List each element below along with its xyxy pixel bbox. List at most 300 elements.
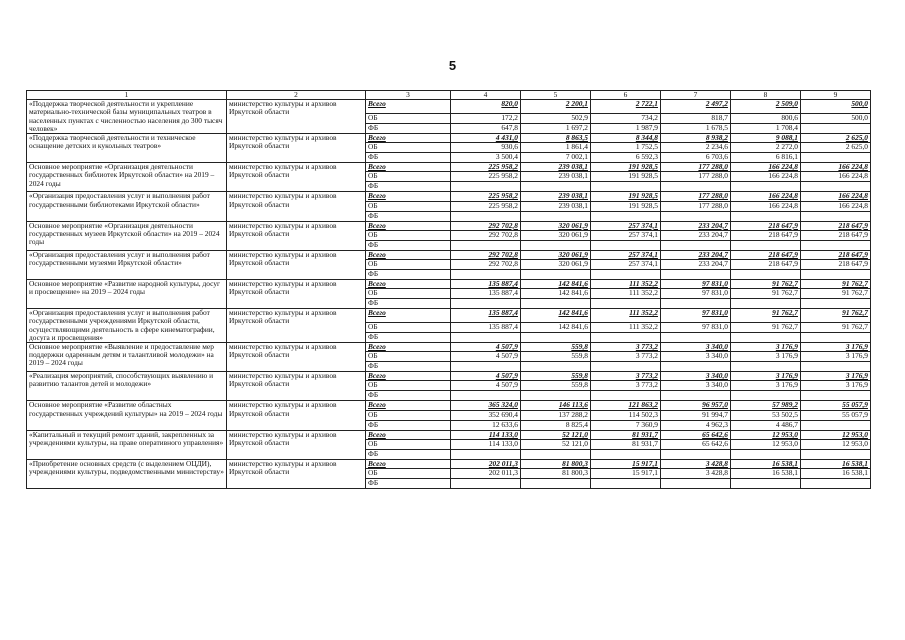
amount-cell: 218 647,9 bbox=[731, 260, 801, 270]
amount-cell: 225 958,2 bbox=[451, 192, 521, 201]
amount-cell: 114 133,0 bbox=[451, 439, 521, 449]
measure-name: «Организация предоставления услуг и выполнения работ государственными учреждениями Иркутской области, осуществляющими деятельность в сфере кинематографии, досуга и просвещения» bbox=[27, 309, 227, 343]
amount-cell: 146 113,6 bbox=[521, 401, 591, 410]
amount-cell: 2 497,2 bbox=[661, 100, 731, 114]
amount-cell: 239 038,1 bbox=[521, 201, 591, 211]
amount-cell: 365 324,0 bbox=[451, 401, 521, 410]
amount-cell: 142 841,6 bbox=[521, 309, 591, 323]
amount-cell: 8 344,8 bbox=[591, 134, 661, 143]
amount-cell: 8 938,2 bbox=[661, 134, 731, 143]
amount-cell: 3 340,0 bbox=[661, 343, 731, 352]
amount-cell: 2 272,0 bbox=[731, 143, 801, 153]
page-number: 5 bbox=[448, 58, 457, 73]
funding-source: ОБ bbox=[366, 439, 451, 449]
amount-cell bbox=[521, 479, 591, 489]
amount-cell: 142 841,6 bbox=[521, 323, 591, 333]
amount-cell: 135 887,4 bbox=[451, 280, 521, 289]
table-row bbox=[27, 192, 871, 201]
amount-cell: 1 708,4 bbox=[731, 124, 801, 134]
amount-cell: 55 057,9 bbox=[801, 410, 871, 420]
table-row bbox=[27, 343, 871, 352]
amount-cell bbox=[801, 211, 871, 221]
amount-cell: 3 176,9 bbox=[801, 352, 871, 362]
amount-cell: 233 204,7 bbox=[661, 230, 731, 240]
amount-cell: 502,9 bbox=[521, 114, 591, 124]
amount-cell: 55 057,9 bbox=[801, 401, 871, 410]
amount-cell: 7 360,9 bbox=[591, 420, 661, 430]
funding-source: ФБ bbox=[366, 270, 451, 280]
amount-cell: 91 762,7 bbox=[801, 280, 871, 289]
amount-cell: 8 863,5 bbox=[521, 134, 591, 143]
funding-source: Всего bbox=[366, 372, 451, 381]
measure-name: «Поддержка творческой деятельности и укрепление материально-технической базы муниципальных театров в населенных пунктах с численностью населения до 300 тысяч человек» bbox=[27, 100, 227, 134]
amount-cell: 97 831,0 bbox=[661, 309, 731, 323]
amount-cell: 135 887,4 bbox=[451, 309, 521, 323]
amount-cell bbox=[801, 420, 871, 430]
amount-cell: 97 831,0 bbox=[661, 323, 731, 333]
amount-cell: 292 702,8 bbox=[451, 230, 521, 240]
amount-cell bbox=[521, 362, 591, 372]
amount-cell: 320 061,9 bbox=[521, 260, 591, 270]
responsible-executor: министерство культуры и архивов Иркутской области bbox=[227, 192, 366, 221]
budget-table bbox=[26, 90, 871, 489]
amount-cell: 218 647,9 bbox=[731, 250, 801, 259]
amount-cell: 111 352,2 bbox=[591, 323, 661, 333]
amount-cell: 81 931,7 bbox=[591, 430, 661, 439]
responsible-executor: министерство культуры и архивов Иркутской области bbox=[227, 134, 366, 163]
amount-cell: 233 204,7 bbox=[661, 221, 731, 230]
funding-source: ОБ bbox=[366, 230, 451, 240]
amount-cell: 218 647,9 bbox=[801, 221, 871, 230]
amount-cell: 1 678,5 bbox=[661, 124, 731, 134]
amount-cell: 218 647,9 bbox=[801, 250, 871, 259]
amount-cell: 1 752,5 bbox=[591, 143, 661, 153]
amount-cell bbox=[731, 362, 801, 372]
amount-cell: 2 722,1 bbox=[591, 100, 661, 114]
amount-cell: 97 831,0 bbox=[661, 289, 731, 299]
amount-cell bbox=[801, 391, 871, 401]
amount-cell: 3 176,9 bbox=[801, 381, 871, 391]
amount-cell bbox=[661, 479, 731, 489]
measure-name: «Приобретение основных средств (с выделением ОЦДИ), учреждениями культуры, подведомственными министерству» bbox=[27, 459, 227, 488]
funding-source: ФБ bbox=[366, 124, 451, 134]
amount-cell: 239 038,1 bbox=[521, 192, 591, 201]
amount-cell: 292 702,8 bbox=[451, 250, 521, 259]
amount-cell bbox=[451, 391, 521, 401]
funding-source: Всего bbox=[366, 163, 451, 172]
amount-cell: 3 773,2 bbox=[591, 343, 661, 352]
measure-name: Основное мероприятие «Организация деятельности государственных музеев Иркутской области» на 2019 – 2024 годы bbox=[27, 221, 227, 250]
amount-cell: 65 642,6 bbox=[661, 439, 731, 449]
amount-cell: 500,0 bbox=[801, 100, 871, 114]
amount-cell bbox=[661, 240, 731, 250]
amount-cell: 135 887,4 bbox=[451, 323, 521, 333]
amount-cell: 218 647,9 bbox=[801, 230, 871, 240]
amount-cell bbox=[521, 211, 591, 221]
amount-cell: 142 841,6 bbox=[521, 289, 591, 299]
amount-cell: 166 224,8 bbox=[801, 192, 871, 201]
amount-cell: 4 962,3 bbox=[661, 420, 731, 430]
amount-cell bbox=[591, 182, 661, 192]
amount-cell bbox=[731, 333, 801, 343]
amount-cell bbox=[801, 362, 871, 372]
amount-cell: 2 200,1 bbox=[521, 100, 591, 114]
amount-cell: 559,8 bbox=[521, 372, 591, 381]
funding-source: Всего bbox=[366, 459, 451, 468]
amount-cell: 114 133,0 bbox=[451, 430, 521, 439]
funding-source: ОБ bbox=[366, 381, 451, 391]
amount-cell bbox=[521, 391, 591, 401]
amount-cell bbox=[521, 240, 591, 250]
amount-cell: 2 625,0 bbox=[801, 143, 871, 153]
table-row bbox=[27, 134, 871, 143]
funding-source: ОБ bbox=[366, 201, 451, 211]
funding-source: Всего bbox=[366, 343, 451, 352]
funding-source: ФБ bbox=[366, 182, 451, 192]
amount-cell bbox=[731, 240, 801, 250]
amount-cell: 6 816,1 bbox=[731, 153, 801, 163]
amount-cell bbox=[661, 299, 731, 309]
table-row bbox=[27, 280, 871, 289]
amount-cell bbox=[801, 449, 871, 459]
amount-cell: 3 176,9 bbox=[731, 381, 801, 391]
amount-cell: 177 288,0 bbox=[661, 201, 731, 211]
amount-cell: 65 642,6 bbox=[661, 430, 731, 439]
amount-cell: 135 887,4 bbox=[451, 289, 521, 299]
funding-source: ОБ bbox=[366, 260, 451, 270]
amount-cell: 3 773,2 bbox=[591, 381, 661, 391]
amount-cell: 818,7 bbox=[661, 114, 731, 124]
responsible-executor: министерство культуры и архивов Иркутской области bbox=[227, 100, 366, 134]
table-row bbox=[27, 221, 871, 230]
amount-cell: 3 176,9 bbox=[731, 372, 801, 381]
amount-cell bbox=[591, 270, 661, 280]
amount-cell: 12 953,0 bbox=[801, 439, 871, 449]
funding-source: Всего bbox=[366, 280, 451, 289]
amount-cell: 4 507,9 bbox=[451, 372, 521, 381]
amount-cell: 15 917,1 bbox=[591, 469, 661, 479]
responsible-executor: министерство культуры и архивов Иркутской области bbox=[227, 280, 366, 309]
amount-cell bbox=[661, 362, 731, 372]
amount-cell: 233 204,7 bbox=[661, 260, 731, 270]
responsible-executor: министерство культуры и архивов Иркутской области bbox=[227, 309, 366, 343]
amount-cell: 16 538,1 bbox=[801, 459, 871, 468]
amount-cell bbox=[521, 299, 591, 309]
amount-cell: 257 374,1 bbox=[591, 260, 661, 270]
amount-cell bbox=[801, 124, 871, 134]
amount-cell: 12 953,0 bbox=[731, 439, 801, 449]
funding-source: ОБ bbox=[366, 352, 451, 362]
responsible-executor: министерство культуры и архивов Иркутской области bbox=[227, 343, 366, 372]
amount-cell bbox=[451, 333, 521, 343]
amount-cell: 1 861,4 bbox=[521, 143, 591, 153]
amount-cell bbox=[731, 391, 801, 401]
amount-cell: 81 800,3 bbox=[521, 459, 591, 468]
amount-cell bbox=[591, 240, 661, 250]
amount-cell: 97 831,0 bbox=[661, 280, 731, 289]
amount-cell: 257 374,1 bbox=[591, 250, 661, 259]
amount-cell bbox=[801, 153, 871, 163]
measure-name: «Капитальный и текущий ремонт зданий, закрепленных за учреждениями культуры, на праве оперативного управления» bbox=[27, 430, 227, 459]
amount-cell: 52 121,0 bbox=[521, 439, 591, 449]
amount-cell: 352 690,4 bbox=[451, 410, 521, 420]
amount-cell bbox=[451, 299, 521, 309]
amount-cell bbox=[661, 182, 731, 192]
amount-cell: 191 928,5 bbox=[591, 163, 661, 172]
amount-cell: 53 502,5 bbox=[731, 410, 801, 420]
amount-cell bbox=[801, 270, 871, 280]
measure-name: «Реализация мероприятий, способствующих выявлению и развитию талантов детей и молодежи» bbox=[27, 372, 227, 401]
amount-cell: 91 994,7 bbox=[661, 410, 731, 420]
funding-source: ФБ bbox=[366, 333, 451, 343]
amount-cell: 500,0 bbox=[801, 114, 871, 124]
responsible-executor: министерство культуры и архивов Иркутской области bbox=[227, 250, 366, 279]
funding-source: ФБ bbox=[366, 211, 451, 221]
amount-cell: 96 957,0 bbox=[661, 401, 731, 410]
funding-source: ФБ bbox=[366, 362, 451, 372]
amount-cell: 800,6 bbox=[731, 114, 801, 124]
amount-cell: 820,0 bbox=[451, 100, 521, 114]
amount-cell: 3 176,9 bbox=[801, 372, 871, 381]
amount-cell bbox=[451, 211, 521, 221]
amount-cell: 166 224,8 bbox=[801, 201, 871, 211]
amount-cell: 91 762,7 bbox=[731, 280, 801, 289]
amount-cell: 16 538,1 bbox=[731, 459, 801, 468]
funding-source: ФБ bbox=[366, 299, 451, 309]
header-row bbox=[27, 91, 871, 100]
amount-cell: 559,8 bbox=[521, 381, 591, 391]
amount-cell: 81 931,7 bbox=[591, 439, 661, 449]
amount-cell: 225 958,2 bbox=[451, 163, 521, 172]
amount-cell: 225 958,2 bbox=[451, 201, 521, 211]
funding-source: ФБ bbox=[366, 153, 451, 163]
amount-cell: 166 224,8 bbox=[731, 192, 801, 201]
amount-cell: 91 762,7 bbox=[731, 323, 801, 333]
funding-source: ФБ bbox=[366, 479, 451, 489]
amount-cell bbox=[451, 362, 521, 372]
amount-cell: 166 224,8 bbox=[731, 172, 801, 182]
amount-cell: 111 352,2 bbox=[591, 289, 661, 299]
amount-cell: 4 486,7 bbox=[731, 420, 801, 430]
amount-cell: 12 953,0 bbox=[801, 430, 871, 439]
amount-cell bbox=[451, 240, 521, 250]
amount-cell bbox=[731, 299, 801, 309]
table-row bbox=[27, 250, 871, 259]
amount-cell: 114 502,3 bbox=[591, 410, 661, 420]
amount-cell: 647,8 bbox=[451, 124, 521, 134]
amount-cell: 3 340,0 bbox=[661, 372, 731, 381]
amount-cell bbox=[521, 449, 591, 459]
amount-cell: 1 697,2 bbox=[521, 124, 591, 134]
amount-cell: 6 592,3 bbox=[591, 153, 661, 163]
amount-cell: 4 507,9 bbox=[451, 343, 521, 352]
amount-cell bbox=[661, 333, 731, 343]
amount-cell: 111 352,2 bbox=[591, 280, 661, 289]
amount-cell: 166 224,8 bbox=[731, 201, 801, 211]
amount-cell: 16 538,1 bbox=[731, 469, 801, 479]
amount-cell: 292 702,8 bbox=[451, 260, 521, 270]
funding-source: ОБ bbox=[366, 172, 451, 182]
column-header: 7 bbox=[661, 91, 731, 100]
amount-cell: 257 374,1 bbox=[591, 230, 661, 240]
amount-cell: 16 538,1 bbox=[801, 469, 871, 479]
amount-cell: 2 234,6 bbox=[661, 143, 731, 153]
funding-source: Всего bbox=[366, 192, 451, 201]
funding-source: ОБ bbox=[366, 469, 451, 479]
amount-cell: 1 987,9 bbox=[591, 124, 661, 134]
amount-cell: 191 928,5 bbox=[591, 201, 661, 211]
funding-source: ОБ bbox=[366, 114, 451, 124]
amount-cell bbox=[451, 479, 521, 489]
amount-cell: 257 374,1 bbox=[591, 221, 661, 230]
amount-cell bbox=[451, 449, 521, 459]
amount-cell: 142 841,6 bbox=[521, 280, 591, 289]
amount-cell bbox=[451, 270, 521, 280]
amount-cell bbox=[591, 479, 661, 489]
amount-cell: 239 038,1 bbox=[521, 172, 591, 182]
amount-cell bbox=[591, 362, 661, 372]
funding-source: ФБ bbox=[366, 391, 451, 401]
amount-cell: 172,2 bbox=[451, 114, 521, 124]
amount-cell: 81 800,3 bbox=[521, 469, 591, 479]
amount-cell: 166 224,8 bbox=[731, 163, 801, 172]
responsible-executor: министерство культуры и архивов Иркутской области bbox=[227, 401, 366, 430]
amount-cell: 218 647,9 bbox=[731, 230, 801, 240]
amount-cell: 3 340,0 bbox=[661, 352, 731, 362]
amount-cell: 9 088,1 bbox=[731, 134, 801, 143]
amount-cell: 734,2 bbox=[591, 114, 661, 124]
amount-cell: 3 428,8 bbox=[661, 459, 731, 468]
amount-cell: 218 647,9 bbox=[731, 221, 801, 230]
amount-cell: 177 288,0 bbox=[661, 192, 731, 201]
amount-cell bbox=[801, 299, 871, 309]
amount-cell: 3 773,2 bbox=[591, 352, 661, 362]
funding-source: ФБ bbox=[366, 240, 451, 250]
table-row bbox=[27, 100, 871, 114]
table-row bbox=[27, 372, 871, 381]
amount-cell: 202 011,3 bbox=[451, 469, 521, 479]
amount-cell: 166 224,8 bbox=[801, 163, 871, 172]
amount-cell: 320 061,9 bbox=[521, 230, 591, 240]
amount-cell: 2 625,0 bbox=[801, 134, 871, 143]
amount-cell: 3 428,8 bbox=[661, 469, 731, 479]
amount-cell: 177 288,0 bbox=[661, 163, 731, 172]
table-row bbox=[27, 459, 871, 468]
funding-source: Всего bbox=[366, 401, 451, 410]
amount-cell: 233 204,7 bbox=[661, 250, 731, 259]
amount-cell: 3 176,9 bbox=[731, 352, 801, 362]
amount-cell: 3 500,4 bbox=[451, 153, 521, 163]
amount-cell bbox=[801, 479, 871, 489]
funding-source: ФБ bbox=[366, 449, 451, 459]
amount-cell: 4 507,9 bbox=[451, 352, 521, 362]
amount-cell: 225 958,2 bbox=[451, 172, 521, 182]
funding-source: ОБ bbox=[366, 289, 451, 299]
column-header: 2 bbox=[227, 91, 366, 100]
amount-cell: 91 762,7 bbox=[731, 289, 801, 299]
amount-cell: 559,8 bbox=[521, 352, 591, 362]
amount-cell bbox=[591, 211, 661, 221]
funding-source: ОБ bbox=[366, 323, 451, 333]
amount-cell: 239 038,1 bbox=[521, 163, 591, 172]
amount-cell bbox=[731, 182, 801, 192]
amount-cell: 177 288,0 bbox=[661, 172, 731, 182]
table-row bbox=[27, 430, 871, 439]
measure-name: Основное мероприятие «Развитие народной культуры, досуг и просвещение» на 2019 – 2024 годы bbox=[27, 280, 227, 309]
amount-cell bbox=[661, 270, 731, 280]
responsible-executor: министерство культуры и архивов Иркутской области bbox=[227, 430, 366, 459]
amount-cell: 3 340,0 bbox=[661, 381, 731, 391]
measure-name: Основное мероприятие «Выявление и предоставление мер поддержки одаренным детям и талантливой молодежи» на 2019 – 2024 годы bbox=[27, 343, 227, 372]
responsible-executor: министерство культуры и архивов Иркутской области bbox=[227, 221, 366, 250]
funding-source: Всего bbox=[366, 100, 451, 114]
funding-source: ФБ bbox=[366, 420, 451, 430]
amount-cell: 12 633,6 bbox=[451, 420, 521, 430]
column-header: 8 bbox=[731, 91, 801, 100]
funding-source: ОБ bbox=[366, 143, 451, 153]
responsible-executor: министерство культуры и архивов Иркутской области bbox=[227, 372, 366, 401]
amount-cell: 166 224,8 bbox=[801, 172, 871, 182]
amount-cell: 3 176,9 bbox=[731, 343, 801, 352]
table-row bbox=[27, 401, 871, 410]
amount-cell bbox=[591, 299, 661, 309]
column-header: 4 bbox=[451, 91, 521, 100]
column-header: 6 bbox=[591, 91, 661, 100]
column-header: 1 bbox=[27, 91, 227, 100]
amount-cell: 111 352,2 bbox=[591, 309, 661, 323]
amount-cell: 3 176,9 bbox=[801, 343, 871, 352]
amount-cell: 8 825,4 bbox=[521, 420, 591, 430]
measure-name: Основное мероприятие «Организация деятельности государственных библиотек Иркутской области» на 2019 – 2024 годы bbox=[27, 163, 227, 192]
responsible-executor: министерство культуры и архивов Иркутской области bbox=[227, 459, 366, 488]
amount-cell bbox=[801, 182, 871, 192]
amount-cell: 91 762,7 bbox=[801, 323, 871, 333]
amount-cell: 191 928,5 bbox=[591, 172, 661, 182]
amount-cell bbox=[521, 333, 591, 343]
amount-cell bbox=[731, 211, 801, 221]
amount-cell: 91 762,7 bbox=[801, 309, 871, 323]
amount-cell bbox=[731, 449, 801, 459]
amount-cell: 7 002,1 bbox=[521, 153, 591, 163]
funding-source: Всего bbox=[366, 221, 451, 230]
funding-source: ОБ bbox=[366, 410, 451, 420]
responsible-executor: министерство культуры и архивов Иркутской области bbox=[227, 163, 366, 192]
amount-cell: 2 509,0 bbox=[731, 100, 801, 114]
amount-cell bbox=[591, 333, 661, 343]
amount-cell: 3 773,2 bbox=[591, 372, 661, 381]
funding-source: Всего bbox=[366, 309, 451, 323]
measure-name: «Организация предоставления услуг и выполнения работ государственными библиотеками Иркутской области» bbox=[27, 192, 227, 221]
amount-cell bbox=[731, 479, 801, 489]
amount-cell: 320 061,9 bbox=[521, 221, 591, 230]
amount-cell: 320 061,9 bbox=[521, 250, 591, 259]
amount-cell: 191 928,5 bbox=[591, 192, 661, 201]
funding-source: Всего bbox=[366, 134, 451, 143]
amount-cell bbox=[801, 240, 871, 250]
amount-cell: 15 917,1 bbox=[591, 459, 661, 468]
amount-cell: 202 011,3 bbox=[451, 459, 521, 468]
measure-name: Основное мероприятие «Развитие областных государственных учреждений культуры» на 2019 – 2024 годы bbox=[27, 401, 227, 430]
amount-cell bbox=[661, 391, 731, 401]
measure-name: «Поддержка творческой деятельности и техническое оснащение детских и кукольных театров» bbox=[27, 134, 227, 163]
amount-cell: 137 288,2 bbox=[521, 410, 591, 420]
amount-cell: 930,6 bbox=[451, 143, 521, 153]
amount-cell bbox=[521, 270, 591, 280]
amount-cell: 4 431,0 bbox=[451, 134, 521, 143]
amount-cell: 91 762,7 bbox=[731, 309, 801, 323]
amount-cell bbox=[451, 182, 521, 192]
column-header: 9 bbox=[801, 91, 871, 100]
